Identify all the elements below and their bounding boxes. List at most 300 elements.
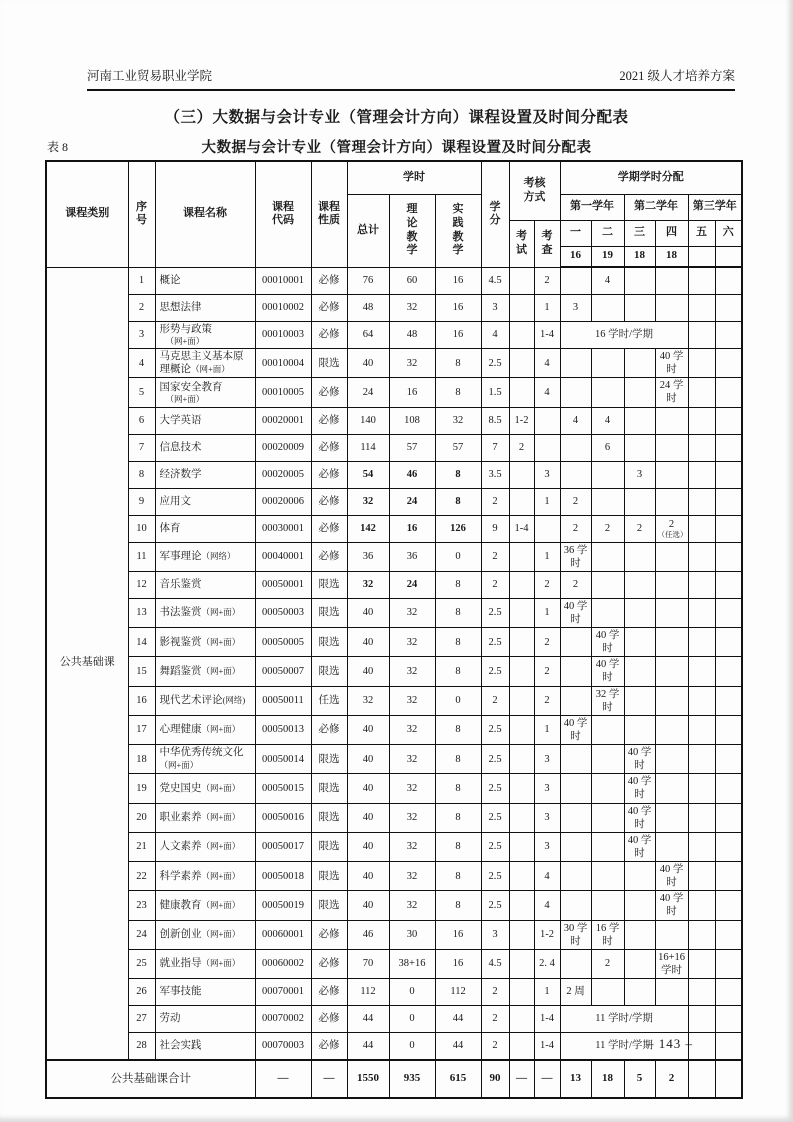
cell-sem4 xyxy=(655,295,688,322)
cell-course-type: 必修 xyxy=(311,949,347,978)
cell-seq: 6 xyxy=(128,407,155,434)
cell-sem3 xyxy=(624,949,655,978)
cell-seq: 11 xyxy=(128,542,155,571)
cell-hours-practice: 8 xyxy=(435,378,481,407)
cell-sem1 xyxy=(560,378,591,407)
cell-course-name: 舞蹈鉴赏（网+面） xyxy=(155,657,255,686)
cell-sem1: 30 学时 xyxy=(560,920,591,949)
cell-exam: 1-4 xyxy=(509,515,534,542)
cell-seq: 10 xyxy=(128,515,155,542)
cell-hours-practice: 16 xyxy=(435,949,481,978)
cell-course-name: 人文素养（网+面） xyxy=(155,832,255,861)
cell-hours-theory: 32 xyxy=(389,628,435,657)
cell-course-name: 中华优秀传统文化（网+面） xyxy=(155,745,255,774)
cell-check: 4 xyxy=(534,378,560,407)
cell-exam xyxy=(509,571,534,598)
cell-sem3 xyxy=(624,979,655,1006)
cell-sem6 xyxy=(715,862,742,891)
cell-sem2 xyxy=(591,571,624,598)
cell-sem5 xyxy=(688,434,715,461)
cell-sem2: 4 xyxy=(591,267,624,295)
cell-sem5 xyxy=(688,774,715,803)
cell-hours-practice: 0 xyxy=(435,542,481,571)
cell-hours-theory: 32 xyxy=(389,803,435,832)
cell-sem4: 16+16 学时 xyxy=(655,949,688,978)
table-row xyxy=(46,949,742,978)
cell-hours-total: 70 xyxy=(347,949,389,978)
cell-sem5 xyxy=(688,571,715,598)
cell-sem2: 16 学时 xyxy=(591,920,624,949)
course-name-note: （网络） xyxy=(201,551,236,562)
cell-sem3 xyxy=(624,378,655,407)
table-row xyxy=(46,891,742,920)
cell-course-code: 00070002 xyxy=(255,1006,311,1033)
cell-hours-total: 40 xyxy=(347,657,389,686)
cell-check: 1 xyxy=(534,715,560,744)
cell-course-type: 限选 xyxy=(311,803,347,832)
cell-course-code: 00010005 xyxy=(255,378,311,407)
sem4-weeks: 18 xyxy=(655,246,688,267)
cell-sem6 xyxy=(715,571,742,598)
col-header-assess-group: 考核方式 xyxy=(509,161,560,220)
table-row xyxy=(46,349,742,378)
cell-course-type: 必修 xyxy=(311,1033,347,1061)
cell-credits: 2.5 xyxy=(481,349,509,378)
cell-sem3 xyxy=(624,488,655,515)
total-row xyxy=(46,1060,742,1098)
cell-hours-theory: 32 xyxy=(389,598,435,627)
cell-sem5 xyxy=(688,920,715,949)
cell-credits: 1.5 xyxy=(481,378,509,407)
table-number-label: 表 8 xyxy=(47,140,69,154)
cell-sem1 xyxy=(560,774,591,803)
cell-hours-total: 36 xyxy=(347,542,389,571)
cell-hours-total: 44 xyxy=(347,1033,389,1061)
col-header-hours-total: 总计 xyxy=(347,194,389,267)
cell-course-code: 00050016 xyxy=(255,803,311,832)
cell-hours-practice: 8 xyxy=(435,745,481,774)
cell-sem1: 2 xyxy=(560,571,591,598)
cell-sem3 xyxy=(624,657,655,686)
cell-sem4: 24 学时 xyxy=(655,378,688,407)
total-sem5 xyxy=(688,1060,715,1098)
cell-sem3: 40 学时 xyxy=(624,832,655,861)
cell-seq: 20 xyxy=(128,803,155,832)
header-program-name: 2021 级人才培养方案 xyxy=(619,69,735,83)
cell-sem1 xyxy=(560,949,591,978)
cell-course-name: 大学英语 xyxy=(155,407,255,434)
cell-hours-practice: 8 xyxy=(435,891,481,920)
cell-sem6 xyxy=(715,657,742,686)
cell-course-name: 信息技术 xyxy=(155,434,255,461)
cell-course-type: 必修 xyxy=(311,920,347,949)
cell-check xyxy=(534,515,560,542)
col-header-credits: 学分 xyxy=(481,161,509,267)
cell-credits: 4.5 xyxy=(481,267,509,295)
cell-sem1 xyxy=(560,628,591,657)
cell-sem2 xyxy=(591,774,624,803)
table-row xyxy=(46,628,742,657)
cell-exam xyxy=(509,295,534,322)
course-name-note: （网+面） xyxy=(201,899,241,910)
cell-sem4 xyxy=(655,598,688,627)
cell-sem1 xyxy=(560,349,591,378)
cell-hours-theory: 32 xyxy=(389,745,435,774)
table-row xyxy=(46,920,742,949)
cell-sem4 xyxy=(655,267,688,295)
total-code: — xyxy=(255,1060,311,1098)
cell-check: 2 xyxy=(534,571,560,598)
col-header-sem2: 二 xyxy=(591,220,624,246)
cell-credits: 3.5 xyxy=(481,461,509,488)
course-name-note: （网+面） xyxy=(201,958,241,969)
cell-sem4 xyxy=(655,774,688,803)
cell-hours-theory: 108 xyxy=(389,407,435,434)
sem2-weeks: 19 xyxy=(591,246,624,267)
cell-hours-total: 44 xyxy=(347,1006,389,1033)
cell-hours-practice: 8 xyxy=(435,832,481,861)
cell-sem5 xyxy=(688,515,715,542)
document-header xyxy=(87,66,735,91)
total-sem1: 13 xyxy=(560,1060,591,1098)
cell-sem1 xyxy=(560,267,591,295)
cell-hours-total: 40 xyxy=(347,803,389,832)
cell-sem2 xyxy=(591,803,624,832)
cell-seq: 28 xyxy=(128,1033,155,1061)
total-sem3: 5 xyxy=(624,1060,655,1098)
cell-hours-total: 142 xyxy=(347,515,389,542)
col-header-exam: 考试 xyxy=(509,220,534,267)
cell-seq: 7 xyxy=(128,434,155,461)
course-name-note: （网+面） xyxy=(201,812,241,823)
course-name-note: （网+面） xyxy=(201,636,241,647)
cell-check: 1 xyxy=(534,979,560,1006)
cell-sem6 xyxy=(715,267,742,295)
cell-sem1 xyxy=(560,434,591,461)
cell-sem3 xyxy=(624,349,655,378)
cell-sem1 xyxy=(560,657,591,686)
cell-check: 2 xyxy=(534,686,560,715)
cell-exam xyxy=(509,686,534,715)
course-name-note: （网+面） xyxy=(201,782,241,793)
cell-hours-total: 40 xyxy=(347,862,389,891)
cell-hours-theory: 48 xyxy=(389,322,435,349)
cell-sem3 xyxy=(624,598,655,627)
col-header-category: 课程类别 xyxy=(46,161,128,267)
cell-sem4: 2 （任选） xyxy=(655,515,688,542)
cell-sem3 xyxy=(624,434,655,461)
col-header-course-name: 课程名称 xyxy=(155,161,255,267)
section-title: （三）大数据与会计专业（管理会计方向）课程设置及时间分配表 xyxy=(164,109,629,126)
col-header-sem3: 三 xyxy=(624,220,655,246)
cell-sem3 xyxy=(624,267,655,295)
cell-hours-theory: 24 xyxy=(389,571,435,598)
cell-credits: 2.5 xyxy=(481,745,509,774)
table-row xyxy=(46,295,742,322)
cell-check: 2 xyxy=(534,657,560,686)
cell-sem6 xyxy=(715,832,742,861)
cell-course-name: 职业素养（网+面） xyxy=(155,803,255,832)
cell-hours-practice: 57 xyxy=(435,434,481,461)
cell-seq: 25 xyxy=(128,949,155,978)
cell-course-type: 必修 xyxy=(311,1006,347,1033)
cell-hours-practice: 8 xyxy=(435,774,481,803)
table-row xyxy=(46,515,742,542)
cell-hours-theory: 0 xyxy=(389,979,435,1006)
cell-hours-total: 32 xyxy=(347,686,389,715)
cell-sem5 xyxy=(688,862,715,891)
cell-sem5 xyxy=(688,488,715,515)
cell-sem6 xyxy=(715,349,742,378)
cell-course-name: 创新创业（网+面） xyxy=(155,920,255,949)
cell-sem6 xyxy=(715,434,742,461)
table-row xyxy=(46,322,742,349)
table-row xyxy=(46,686,742,715)
cell-hours-total: 32 xyxy=(347,488,389,515)
cell-exam xyxy=(509,349,534,378)
cell-sem3: 40 学时 xyxy=(624,774,655,803)
cell-exam xyxy=(509,1033,534,1061)
table-row xyxy=(46,542,742,571)
cell-sem3 xyxy=(624,920,655,949)
total-credits: 90 xyxy=(481,1060,509,1098)
cell-hours-theory: 32 xyxy=(389,774,435,803)
cell-sem3 xyxy=(624,891,655,920)
cell-sem3 xyxy=(624,295,655,322)
cell-course-type: 必修 xyxy=(311,407,347,434)
cell-sem5 xyxy=(688,745,715,774)
cell-sem2 xyxy=(591,295,624,322)
cell-hours-practice: 0 xyxy=(435,686,481,715)
col-header-year2: 第二学年 xyxy=(624,194,688,220)
cell-sem1 xyxy=(560,891,591,920)
col-header-year3: 第三学年 xyxy=(688,194,742,220)
cell-sem6 xyxy=(715,774,742,803)
cell-hours-practice: 8 xyxy=(435,862,481,891)
cell-sem5 xyxy=(688,349,715,378)
cell-hours-theory: 32 xyxy=(389,657,435,686)
cell-check: 3 xyxy=(534,774,560,803)
cell-sem1: 36 学时 xyxy=(560,542,591,571)
cell-sem1 xyxy=(560,686,591,715)
cell-hours-theory: 30 xyxy=(389,920,435,949)
cell-credits: 2 xyxy=(481,542,509,571)
col-header-sem4: 四 xyxy=(655,220,688,246)
cell-course-name: 军事技能 xyxy=(155,979,255,1006)
course-name-note: （网+面） xyxy=(201,665,241,676)
table-row xyxy=(46,461,742,488)
cell-exam: 2 xyxy=(509,434,534,461)
cell-course-type: 限选 xyxy=(311,571,347,598)
cell-credits: 7 xyxy=(481,434,509,461)
course-name-note: （网+面） xyxy=(201,841,241,852)
course-name-note: （网+面） xyxy=(165,336,205,347)
cell-sem2 xyxy=(591,542,624,571)
cell-hours-total: 40 xyxy=(347,349,389,378)
cell-sem3 xyxy=(624,407,655,434)
table-row xyxy=(46,571,742,598)
cell-course-code: 00010003 xyxy=(255,322,311,349)
cell-sem2: 2 xyxy=(591,949,624,978)
cell-sem2 xyxy=(591,598,624,627)
cell-course-code: 00020009 xyxy=(255,434,311,461)
cell-seq: 9 xyxy=(128,488,155,515)
total-theory: 935 xyxy=(389,1060,435,1098)
cell-course-type: 限选 xyxy=(311,832,347,861)
cell-sem1 xyxy=(560,745,591,774)
total-sem4: 2 xyxy=(655,1060,688,1098)
cell-hours-practice: 16 xyxy=(435,295,481,322)
cell-credits: 4.5 xyxy=(481,949,509,978)
cell-seq: 1 xyxy=(128,267,155,295)
cell-course-code: 00050013 xyxy=(255,715,311,744)
course-table-body xyxy=(46,267,742,1060)
cell-hours-practice: 112 xyxy=(435,979,481,1006)
cell-seq: 26 xyxy=(128,979,155,1006)
cell-sem4 xyxy=(655,715,688,744)
cell-course-code: 00060002 xyxy=(255,949,311,978)
cell-hours-theory: 24 xyxy=(389,488,435,515)
cell-hours-total: 140 xyxy=(347,407,389,434)
cell-hours-total: 112 xyxy=(347,979,389,1006)
cell-hours-total: 64 xyxy=(347,322,389,349)
cell-sem5 xyxy=(688,542,715,571)
cell-seq: 22 xyxy=(128,862,155,891)
cell-course-name: 科学素养（网+面） xyxy=(155,862,255,891)
cell-exam xyxy=(509,488,534,515)
cell-hours-total: 40 xyxy=(347,715,389,744)
cell-hours-practice: 8 xyxy=(435,488,481,515)
cell-sem4 xyxy=(655,571,688,598)
cell-sem5 xyxy=(688,1006,715,1033)
total-exam: — xyxy=(509,1060,534,1098)
cell-hours-total: 40 xyxy=(347,832,389,861)
cell-seq: 17 xyxy=(128,715,155,744)
cell-sem2 xyxy=(591,488,624,515)
cell-sem6 xyxy=(715,515,742,542)
cell-sem4 xyxy=(655,628,688,657)
cell-exam xyxy=(509,745,534,774)
table-row xyxy=(46,774,742,803)
cell-sem2: 40 学时 xyxy=(591,628,624,657)
cell-sem3 xyxy=(624,542,655,571)
cell-course-name: 劳动 xyxy=(155,1006,255,1033)
cell-seq: 2 xyxy=(128,295,155,322)
cell-sem6 xyxy=(715,920,742,949)
cell-hours-total: 24 xyxy=(347,378,389,407)
cell-credits: 2.5 xyxy=(481,774,509,803)
cell-seq: 24 xyxy=(128,920,155,949)
cell-course-code: 00050007 xyxy=(255,657,311,686)
col-header-seq: 序号 xyxy=(128,161,155,267)
header-school-name: 河南工业贸易职业学院 xyxy=(87,69,213,83)
cell-exam xyxy=(509,920,534,949)
cell-course-name: 影视鉴赏（网+面） xyxy=(155,628,255,657)
cell-sem6 xyxy=(715,949,742,978)
table-row xyxy=(46,832,742,861)
cell-hours-theory: 32 xyxy=(389,295,435,322)
cell-hours-theory: 60 xyxy=(389,267,435,295)
cell-credits: 2 xyxy=(481,1006,509,1033)
cell-hours-theory: 38+16 xyxy=(389,949,435,978)
cell-check: 1-4 xyxy=(534,1033,560,1061)
cell-sem5 xyxy=(688,891,715,920)
cell-course-code: 00010001 xyxy=(255,267,311,295)
course-name-note: （网+面） xyxy=(201,724,241,735)
cell-seq: 15 xyxy=(128,657,155,686)
table-head xyxy=(46,161,742,267)
cell-check: 1 xyxy=(534,488,560,515)
cell-hours-total: 46 xyxy=(347,920,389,949)
cell-course-name: 就业指导（网+面） xyxy=(155,949,255,978)
cell-sem5 xyxy=(688,715,715,744)
col-header-sem5: 五 xyxy=(688,220,715,246)
cell-sem1: 2 xyxy=(560,488,591,515)
cell-check: 2. 4 xyxy=(534,949,560,978)
cell-course-code: 00020005 xyxy=(255,461,311,488)
cell-credits: 4 xyxy=(481,322,509,349)
cell-sem1 xyxy=(560,862,591,891)
cell-hours-practice: 16 xyxy=(435,267,481,295)
cell-hours-practice: 8 xyxy=(435,628,481,657)
cell-course-code: 00070001 xyxy=(255,979,311,1006)
cell-course-code: 00050001 xyxy=(255,571,311,598)
cell-sem5 xyxy=(688,407,715,434)
cell-course-type: 必修 xyxy=(311,434,347,461)
cell-check: 1-4 xyxy=(534,322,560,349)
cell-credits: 9 xyxy=(481,515,509,542)
cell-category: 公共基础课 xyxy=(46,267,128,1060)
cell-hours-practice: 8 xyxy=(435,571,481,598)
cell-credits: 2.5 xyxy=(481,628,509,657)
cell-check: 3 xyxy=(534,803,560,832)
cell-hours-total: 54 xyxy=(347,461,389,488)
table-title-row xyxy=(0,136,793,155)
cell-seq: 23 xyxy=(128,891,155,920)
cell-check: 1-4 xyxy=(534,1006,560,1033)
cell-semester-span: 11 学时/学期 xyxy=(560,1033,688,1061)
cell-course-code: 00070003 xyxy=(255,1033,311,1061)
cell-course-name: 概论 xyxy=(155,267,255,295)
table-row xyxy=(46,745,742,774)
cell-exam xyxy=(509,979,534,1006)
cell-sem1: 40 学时 xyxy=(560,715,591,744)
table-row xyxy=(46,803,742,832)
cell-sem4 xyxy=(655,979,688,1006)
cell-credits: 8.5 xyxy=(481,407,509,434)
total-row-label: 公共基础课合计 xyxy=(46,1060,255,1098)
cell-hours-practice: 32 xyxy=(435,407,481,434)
cell-check: 2 xyxy=(534,628,560,657)
cell-sem2 xyxy=(591,891,624,920)
cell-course-type: 限选 xyxy=(311,598,347,627)
cell-credits: 2 xyxy=(481,686,509,715)
cell-hours-theory: 36 xyxy=(389,542,435,571)
cell-course-type: 必修 xyxy=(311,295,347,322)
cell-seq: 19 xyxy=(128,774,155,803)
col-header-hours-theory: 理论教学 xyxy=(389,194,435,267)
cell-hours-total: 76 xyxy=(347,267,389,295)
cell-sem3 xyxy=(624,862,655,891)
col-header-year1: 第一学年 xyxy=(560,194,624,220)
cell-seq: 4 xyxy=(128,349,155,378)
cell-exam xyxy=(509,267,534,295)
cell-sem4 xyxy=(655,745,688,774)
cell-course-type: 必修 xyxy=(311,378,347,407)
cell-hours-practice: 8 xyxy=(435,803,481,832)
cell-course-name: 国家安全教育 （网+面） xyxy=(155,378,255,407)
total-hours: 1550 xyxy=(347,1060,389,1098)
